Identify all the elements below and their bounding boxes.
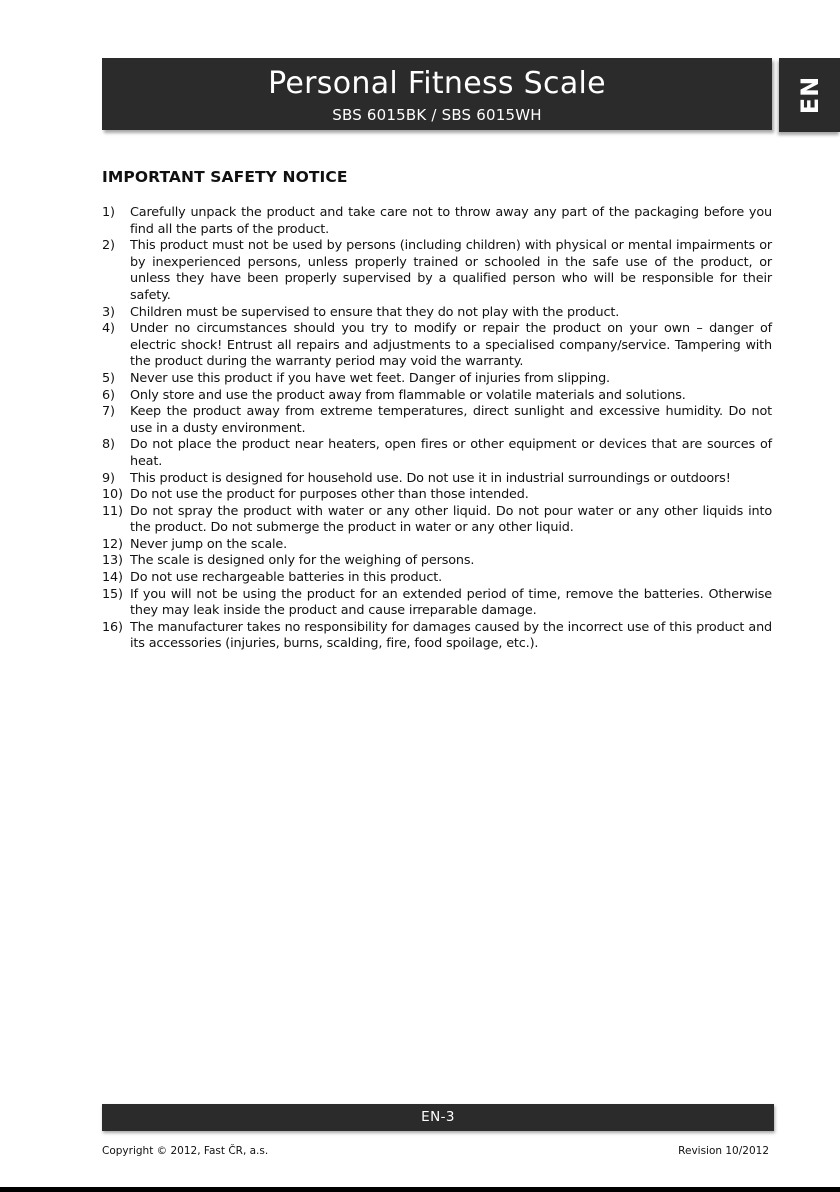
list-item-number: 13)	[102, 553, 123, 569]
list-item	[102, 238, 772, 304]
list-item-number: 15)	[102, 586, 123, 602]
list-item	[102, 388, 772, 405]
list-item-text: Do not place the product near heaters, open fires or other equipment or devices that are sources of heat.	[130, 437, 772, 469]
page-edge	[0, 1187, 840, 1192]
list-item-text: Never jump on the scale.	[130, 536, 288, 552]
list-item-text: The scale is designed only for the weighing of persons.	[130, 553, 475, 569]
list-item-number: 7)	[102, 404, 115, 420]
list-item-number: 11)	[102, 503, 123, 519]
list-item-text: This product must not be used by persons (including children) with physical or mental impairments or by inexperienced persons, unless properly trained or schooled in the safe use of the product, or unless they have been properly supervised by a qualified person who will be responsible for their safety.	[130, 238, 772, 303]
list-item	[102, 321, 772, 371]
list-item	[102, 553, 772, 570]
list-item-number: 9)	[102, 470, 115, 486]
list-item	[102, 404, 772, 437]
list-item-number: 6)	[102, 387, 115, 403]
list-item-text: This product is designed for household use. Do not use it in industrial surroundings or outdoors!	[130, 470, 731, 486]
list-item-text: Carefully unpack the product and take care not to throw away any part of the packaging before you find all the parts of the product.	[130, 205, 772, 237]
list-item-text: Do not spray the product with water or any other liquid. Do not pour water or any other liquids into the product. Do not submerge the product in water or any other liquid.	[130, 503, 772, 536]
list-item-text: Children must be supervised to ensure that they do not play with the product.	[130, 304, 620, 320]
list-item	[102, 205, 772, 238]
list-item	[102, 504, 772, 537]
list-item-text: Under no circumstances should you try to modify or repair the product on your own – danger of electric shock! Entrust all repairs and adjustments to a specialised company/service. Tampering with the product during the warranty period may void the warranty.	[130, 321, 772, 370]
list-item-number: 2)	[102, 238, 115, 254]
list-item-number: 3)	[102, 304, 115, 320]
document-title: Personal Fitness Scale	[268, 66, 606, 101]
list-item-text: Only store and use the product away from flammable or volatile materials and solutions.	[130, 387, 686, 403]
list-item-text: If you will not be using the product for an extended period of time, remove the batteries. Otherwise they may leak inside the product and cause irreparable damage.	[130, 586, 772, 619]
list-item	[102, 570, 772, 587]
list-item	[102, 437, 772, 470]
list-item-number: 1)	[102, 205, 115, 220]
list-item-text: Do not use rechargeable batteries in this product.	[130, 570, 443, 586]
list-item-number: 12)	[102, 536, 123, 552]
model-numbers: SBS 6015BK / SBS 6015WH	[332, 106, 542, 124]
list-item-number: 8)	[102, 437, 115, 453]
list-item	[102, 471, 772, 488]
list-item	[102, 587, 772, 620]
list-item-text: The manufacturer takes no responsibility for damages caused by the incorrect use of this product and its accessories (injuries, burns, scalding, fire, food spoilage, etc.).	[130, 619, 772, 652]
language-tab	[779, 58, 840, 132]
copyright-notice: Copyright © 2012, Fast ČR, a.s.	[102, 1145, 269, 1157]
list-item-text: Do not use the product for purposes other than those intended.	[130, 487, 529, 503]
list-item-number: 4)	[102, 321, 115, 337]
list-item-text: Never use this product if you have wet feet. Danger of injuries from slipping.	[130, 370, 610, 386]
list-item	[102, 487, 772, 504]
page-number: EN-3	[421, 1109, 455, 1125]
list-item-number: 14)	[102, 570, 123, 586]
list-item-number: 5)	[102, 370, 115, 386]
revision-label: Revision 10/2012	[678, 1145, 769, 1157]
safety-notice-list	[102, 205, 772, 653]
list-item-number: 16)	[102, 619, 123, 635]
list-item	[102, 537, 772, 554]
section-title: IMPORTANT SAFETY NOTICE	[102, 168, 348, 186]
header-bar	[102, 58, 772, 130]
list-item	[102, 371, 772, 388]
list-item-number: 10)	[102, 487, 123, 503]
list-item	[102, 620, 772, 653]
language-code: EN	[795, 75, 824, 115]
footer-bar	[102, 1104, 774, 1131]
list-item-text: Keep the product away from extreme temperatures, direct sunlight and excessive humidity. Do not use in a dusty environment.	[130, 404, 772, 436]
list-item	[102, 305, 772, 322]
